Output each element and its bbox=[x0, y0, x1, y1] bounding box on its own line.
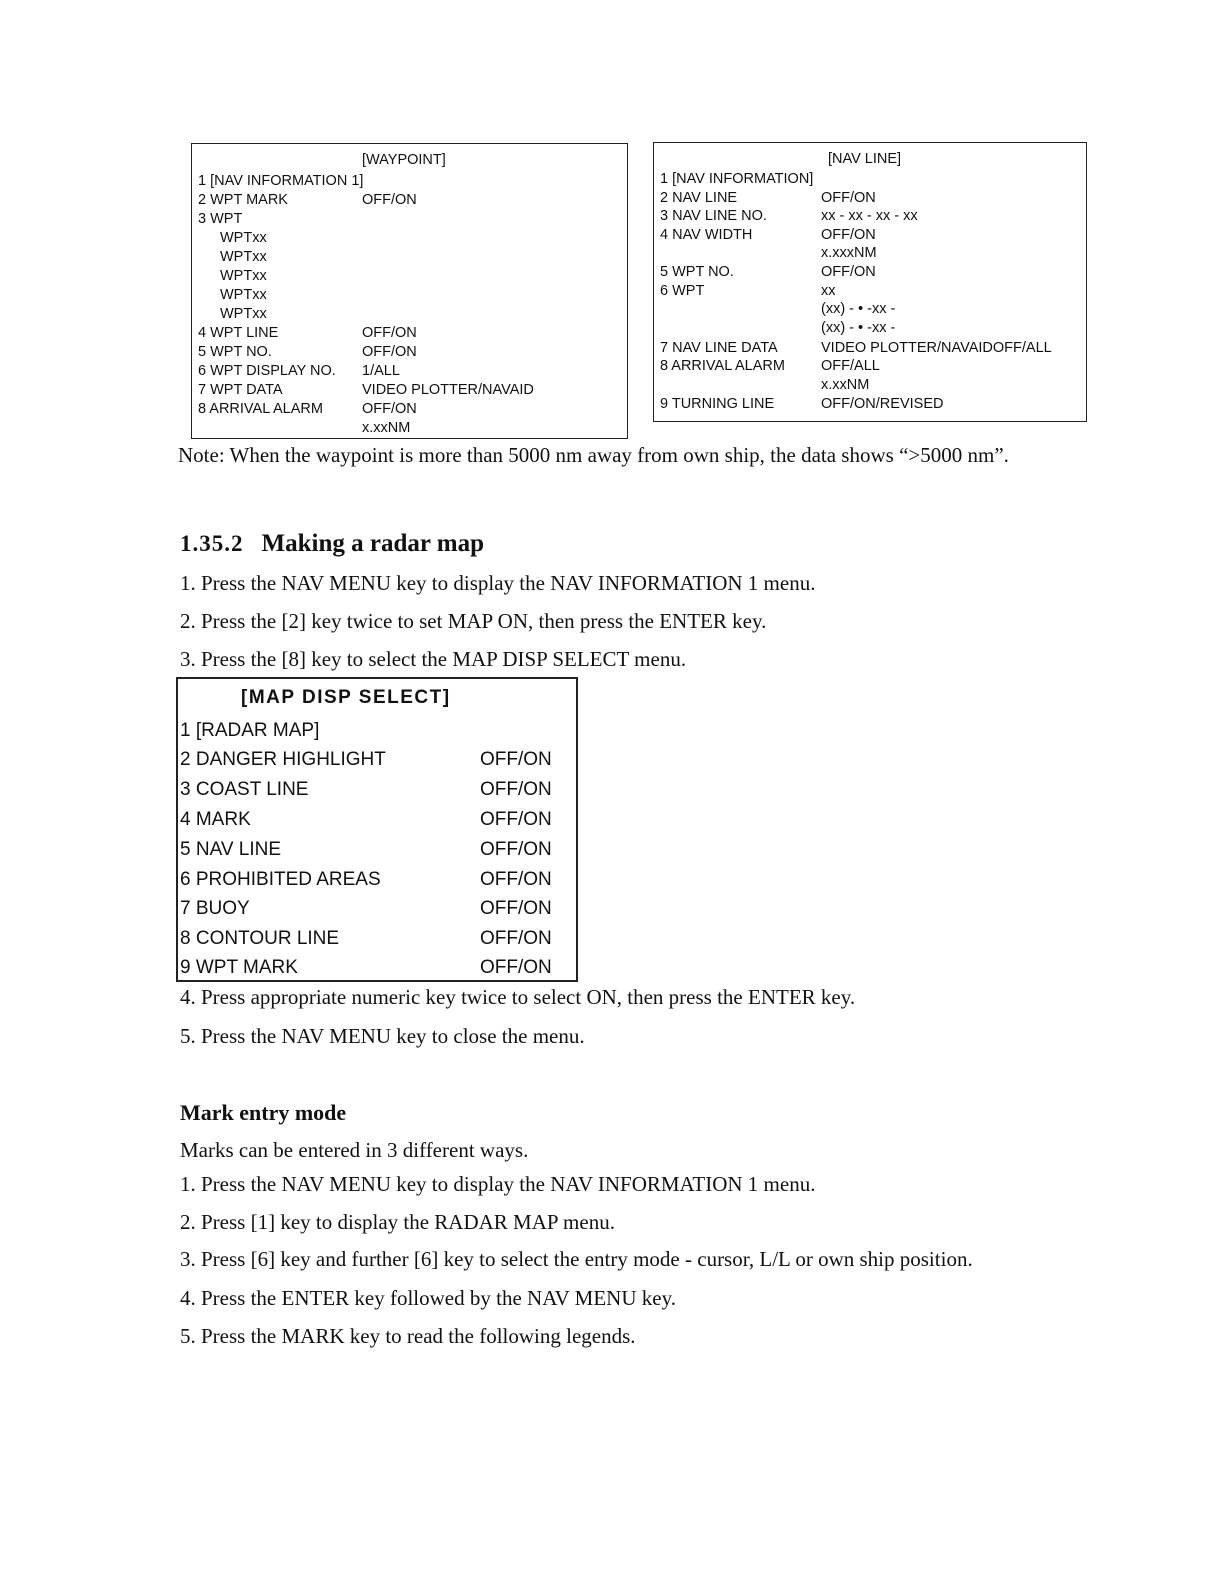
step-item: 2. Press the [2] key twice to set MAP ON, then press the ENTER key. bbox=[180, 609, 767, 633]
menu-row-value: OFF/ON bbox=[480, 928, 552, 949]
menu-row-value: OFF/ON bbox=[362, 192, 417, 208]
menu-row-label: 9 TURNING LINE bbox=[660, 396, 775, 412]
menu-row-value: xx bbox=[821, 283, 836, 299]
menu-row-label: 7 NAV LINE DATA bbox=[660, 340, 778, 356]
menu-row-label: WPTxx bbox=[220, 230, 267, 246]
menu-row-label: 5 WPT NO. bbox=[660, 264, 734, 280]
menu-row-value: xx - xx - xx - xx bbox=[821, 208, 918, 224]
step-item: 5. Press the MARK key to read the following legends. bbox=[180, 1324, 636, 1348]
step-item: 1. Press the NAV MENU key to display the NAV INFORMATION 1 menu. bbox=[180, 1172, 816, 1196]
menu-row-label: 1 [RADAR MAP] bbox=[180, 720, 320, 741]
mark-entry-intro: Marks can be entered in 3 different ways. bbox=[180, 1138, 529, 1162]
step-item: 3. Press the [8] key to select the MAP DISP SELECT menu. bbox=[180, 647, 687, 671]
step-item: 1. Press the NAV MENU key to display the NAV INFORMATION 1 menu. bbox=[180, 571, 816, 595]
section-number: 1.35.2 bbox=[180, 531, 244, 556]
menu-row-value: OFF/ON bbox=[362, 344, 417, 360]
menu-row-value: OFF/ON bbox=[362, 401, 417, 417]
menu-row-label: 2 WPT MARK bbox=[198, 192, 288, 208]
menu-row-value: OFF/ON bbox=[362, 325, 417, 341]
menu-row-label: 4 NAV WIDTH bbox=[660, 227, 753, 243]
menu-row-value: OFF/ON bbox=[821, 264, 876, 280]
menu-row-label: 1 [NAV INFORMATION 1] bbox=[198, 173, 364, 189]
menu-row-label: WPTxx bbox=[220, 268, 267, 284]
menu-row-label: 8 CONTOUR LINE bbox=[180, 928, 340, 949]
menu-row-value: 1/ALL bbox=[362, 363, 400, 379]
navline-menu-title: [NAV LINE] bbox=[828, 151, 902, 167]
menu-row-label: 5 NAV LINE bbox=[180, 839, 282, 860]
waypoint-menu bbox=[191, 143, 628, 439]
menu-row-label: 6 WPT DISPLAY NO. bbox=[198, 363, 336, 379]
menu-row-label: 1 [NAV INFORMATION] bbox=[660, 171, 814, 187]
menu-row-label: 7 BUOY bbox=[180, 898, 250, 919]
step-item: 4. Press appropriate numeric key twice to select ON, then press the ENTER key. bbox=[180, 985, 856, 1009]
menu-row-label: 6 PROHIBITED AREAS bbox=[180, 869, 381, 890]
menu-row-label: 7 WPT DATA bbox=[198, 382, 283, 398]
menu-row-value: VIDEO PLOTTER/NAVAID bbox=[362, 382, 534, 398]
menu-row-value: (xx) - • -xx - bbox=[821, 320, 896, 336]
step-item: 5. Press the NAV MENU key to close the menu. bbox=[180, 1024, 585, 1048]
navline-menu bbox=[653, 142, 1087, 422]
menu-row-label: 3 NAV LINE NO. bbox=[660, 208, 767, 224]
menu-row-label: WPTxx bbox=[220, 249, 267, 265]
menu-row-label: 3 WPT bbox=[198, 211, 243, 227]
menu-row-value: OFF/ON bbox=[480, 898, 552, 919]
menu-row-label: 2 NAV LINE bbox=[660, 190, 738, 206]
mark-entry-heading: Mark entry mode bbox=[180, 1100, 347, 1125]
section-heading bbox=[180, 530, 484, 558]
menu-row-value: OFF/ON bbox=[480, 749, 552, 770]
menu-row-label: 9 WPT MARK bbox=[180, 957, 298, 978]
waypoint-menu-title: [WAYPOINT] bbox=[362, 152, 446, 168]
menu-row-label: 6 WPT bbox=[660, 283, 705, 299]
map-disp-select-title: [MAP DISP SELECT] bbox=[241, 687, 451, 708]
menu-row-value: VIDEO PLOTTER/NAVAIDOFF/ALL bbox=[821, 340, 1052, 356]
menu-row-value: x.xxNM bbox=[362, 420, 411, 436]
menu-row-label: 8 ARRIVAL ALARM bbox=[660, 358, 785, 374]
step-item: 2. Press [1] key to display the RADAR MAP menu. bbox=[180, 1210, 615, 1234]
menu-row-label: 5 WPT NO. bbox=[198, 344, 272, 360]
menu-row-value: OFF/ON bbox=[480, 957, 552, 978]
menu-row-value: OFF/ON bbox=[480, 839, 552, 860]
menu-row-label: WPTxx bbox=[220, 306, 267, 322]
menu-row-value: OFF/ON bbox=[480, 869, 552, 890]
menu-row-value: OFF/ALL bbox=[821, 358, 880, 374]
menu-row-value: x.xxNM bbox=[821, 377, 870, 393]
menu-row-label: 4 WPT LINE bbox=[198, 325, 279, 341]
menu-row-value: OFF/ON bbox=[480, 809, 552, 830]
section-title: Making a radar map bbox=[261, 530, 484, 557]
menu-row-label: 2 DANGER HIGHLIGHT bbox=[180, 749, 386, 770]
menu-row-label: 8 ARRIVAL ALARM bbox=[198, 401, 323, 417]
menu-row-value: OFF/ON/REVISED bbox=[821, 396, 944, 412]
step-item: 3. Press [6] key and further [6] key to select the entry mode - cursor, L/L or own ship position. bbox=[180, 1247, 973, 1271]
menu-row-label: WPTxx bbox=[220, 287, 267, 303]
note-text: Note: When the waypoint is more than 5000 nm away from own ship, the data shows “>5000 nm”. bbox=[178, 443, 1009, 467]
menu-row-value: OFF/ON bbox=[480, 779, 552, 800]
menu-row-value: OFF/ON bbox=[821, 227, 876, 243]
menu-row-value: OFF/ON bbox=[821, 190, 876, 206]
menu-row-value: (xx) - • -xx - bbox=[821, 301, 896, 317]
menu-row-label: 3 COAST LINE bbox=[180, 779, 309, 800]
menu-row-label: 4 MARK bbox=[180, 809, 251, 830]
map-disp-select-menu bbox=[176, 677, 578, 982]
menu-row-value: x.xxxNM bbox=[821, 245, 877, 261]
step-item: 4. Press the ENTER key followed by the NAV MENU key. bbox=[180, 1286, 676, 1310]
